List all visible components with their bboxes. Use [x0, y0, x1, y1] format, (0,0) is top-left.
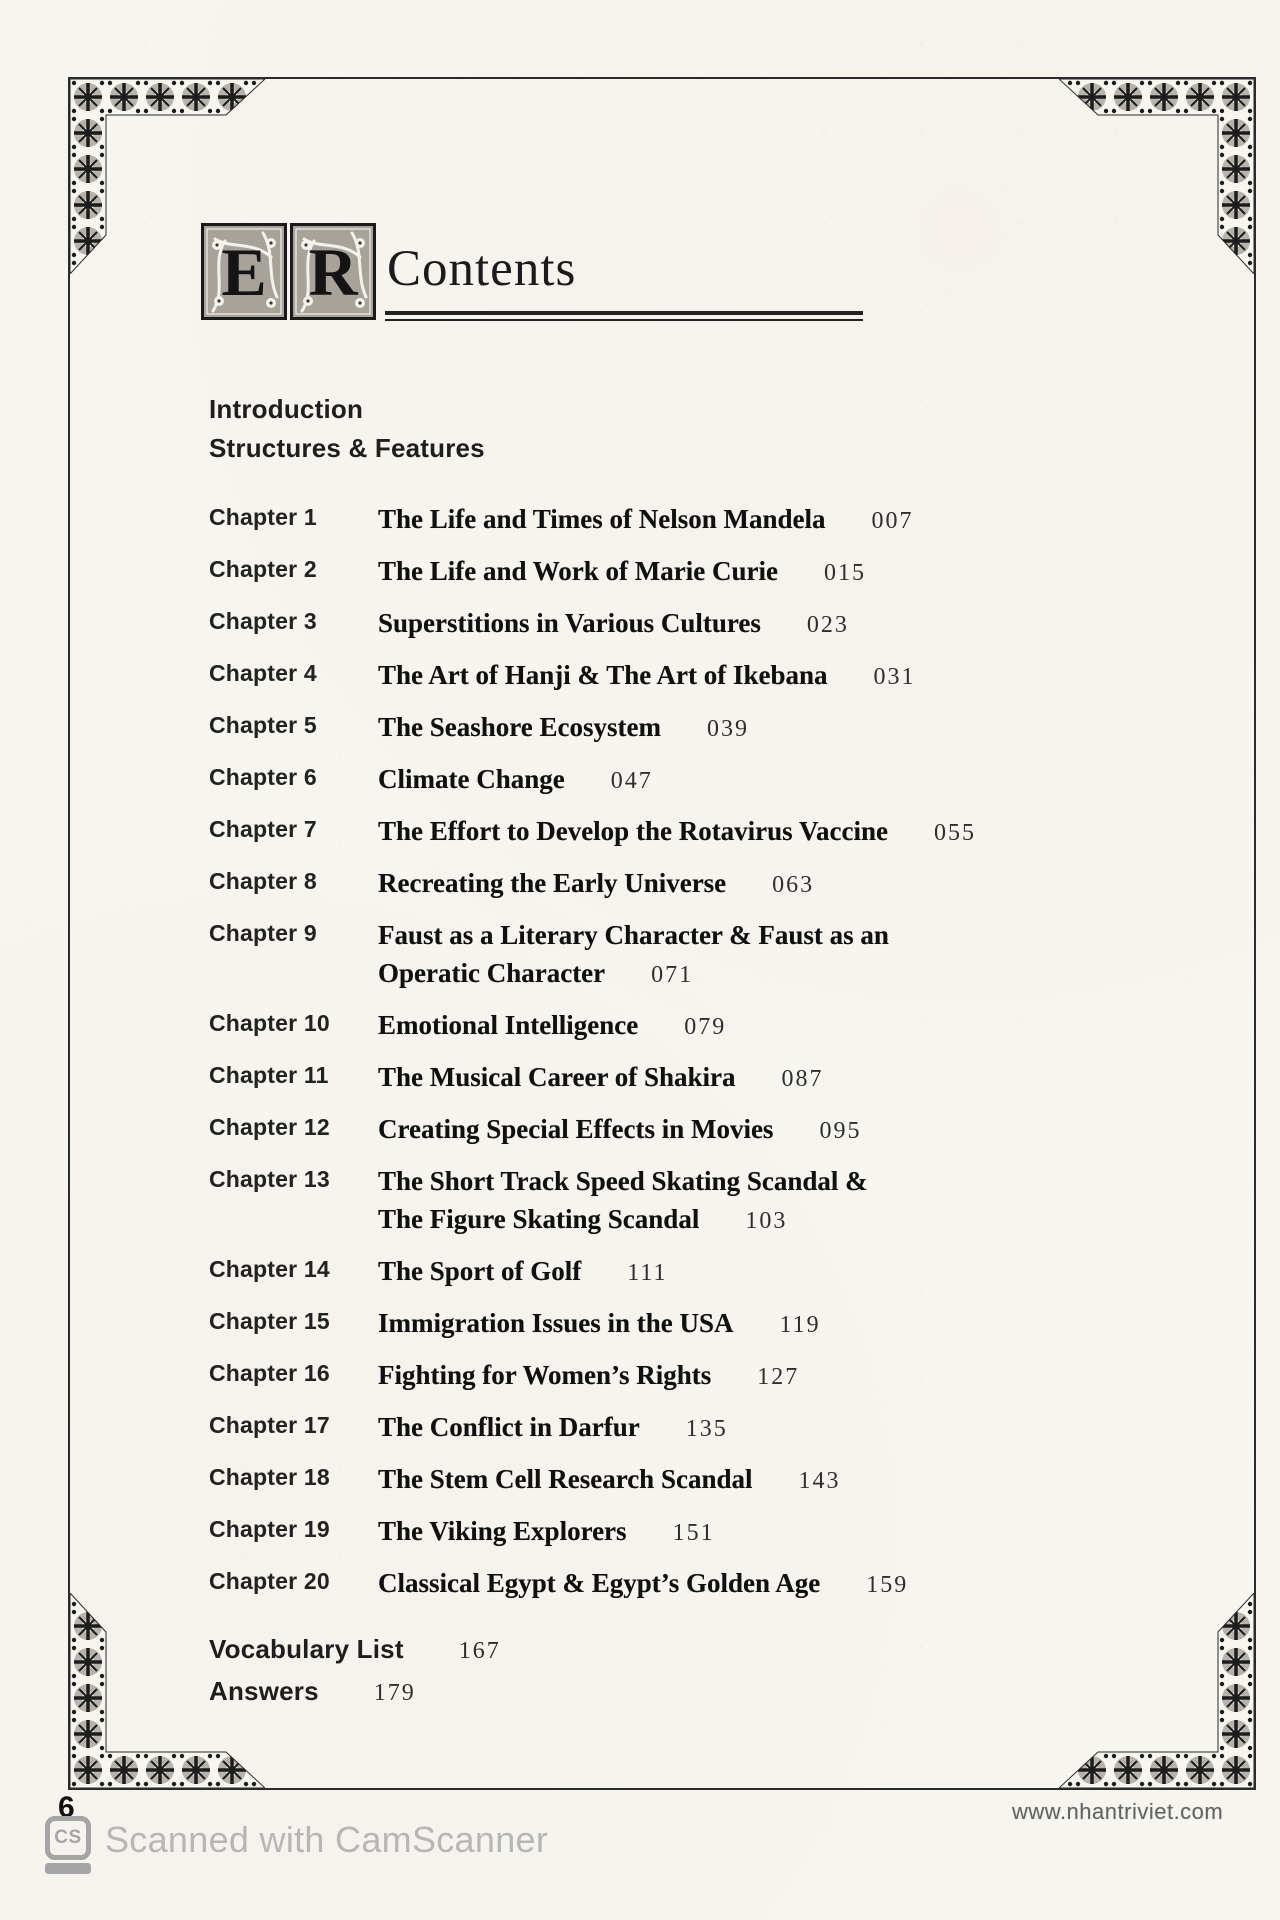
toc-row	[209, 1564, 1169, 1616]
chapter-label: Chapter 3	[209, 608, 317, 634]
chapter-page-number: 135	[685, 1416, 728, 1442]
vocabulary-list-label: Vocabulary List	[209, 1634, 404, 1664]
chapter-label: Chapter 6	[209, 764, 317, 790]
chapter-page-number: 039	[707, 716, 749, 742]
toc-row	[209, 760, 1169, 812]
folio-page-number: 6	[58, 1791, 75, 1824]
chapter-page-number: 159	[866, 1572, 909, 1598]
toc-row	[209, 1058, 1169, 1110]
corner-ornament-icon	[1059, 1593, 1254, 1788]
chapter-label: Chapter 15	[209, 1308, 330, 1334]
chapter-label: Chapter 2	[209, 556, 317, 582]
extras-section	[209, 1634, 501, 1718]
toc-row	[209, 1110, 1169, 1162]
chapter-title: The Art of Hanji & The Art of Ikebana 031	[378, 660, 916, 690]
toc-row	[209, 812, 1169, 864]
cs-logo-icon: CS	[45, 1816, 91, 1874]
chapter-label: Chapter 5	[209, 712, 317, 738]
toc-row	[209, 1356, 1169, 1408]
toc-row	[209, 1252, 1169, 1304]
toc-row	[209, 1512, 1169, 1564]
chapter-label: Chapter 10	[209, 1010, 330, 1036]
chapter-title: The Seashore Ecosystem 039	[378, 712, 749, 742]
intro-line-structures: Structures & Features	[209, 433, 485, 463]
chapter-page-number: 071	[651, 962, 694, 988]
toc-row	[209, 552, 1169, 604]
toc-row	[209, 1304, 1169, 1356]
chapter-label: Chapter 1	[209, 504, 317, 530]
toc-row	[209, 656, 1169, 708]
chapter-label: Chapter 11	[209, 1062, 329, 1088]
chapter-page-number: 151	[672, 1520, 715, 1546]
chapter-label: Chapter 13	[209, 1166, 330, 1192]
chapter-title: The Life and Work of Marie Curie 015	[378, 556, 866, 586]
toc-row	[209, 1634, 501, 1676]
chapter-title: The Effort to Develop the Rotavirus Vaccine 055	[378, 816, 976, 846]
chapter-page-number: 079	[684, 1014, 727, 1040]
toc-row	[209, 864, 1169, 916]
intro-line-introduction: Introduction	[209, 394, 364, 424]
toc-row	[209, 1162, 1169, 1252]
chapter-label: Chapter 7	[209, 816, 317, 842]
chapter-title: The Life and Times of Nelson Mandela 007	[378, 504, 914, 534]
chapter-title: The Viking Explorers 151	[378, 1516, 715, 1546]
toc-row	[209, 500, 1169, 552]
chapter-title: Climate Change 047	[378, 764, 653, 794]
toc-row	[209, 916, 1169, 1006]
chapter-label: Chapter 16	[209, 1360, 330, 1386]
chapter-label: Chapter 4	[209, 660, 317, 686]
title-underline	[385, 311, 863, 321]
toc-row	[209, 604, 1169, 656]
chapter-page-number: 111	[627, 1260, 668, 1286]
chapter-title: The Conflict in Darfur 135	[378, 1412, 728, 1442]
chapter-title: Fighting for Women’s Rights 127	[378, 1360, 800, 1390]
publisher-website: www.nhantriviet.com	[1012, 1799, 1224, 1824]
vocabulary-list-page: 167	[458, 1638, 501, 1664]
chapter-page-number: 015	[823, 560, 866, 586]
toc-row	[209, 1006, 1169, 1058]
chapter-page-number: 095	[819, 1118, 862, 1144]
camscanner-watermark	[45, 1816, 548, 1874]
chapter-title: Recreating the Early Universe 063	[378, 868, 815, 898]
chapter-page-number: 103	[745, 1208, 788, 1234]
toc-row	[209, 1408, 1169, 1460]
chapter-page-number: 007	[871, 508, 914, 534]
chapter-page-number: 063	[772, 872, 815, 898]
chapter-title: Superstitions in Various Cultures 023	[378, 608, 849, 638]
chapter-label: Chapter 19	[209, 1516, 330, 1542]
decorative-initial-r	[290, 223, 376, 320]
chapter-title: The Sport of Golf 111	[378, 1256, 668, 1286]
toc-row	[209, 1460, 1169, 1512]
chapter-label: Chapter 17	[209, 1412, 330, 1438]
chapter-title: The Short Track Speed Skating Scandal & The Figure Skating Scandal 103	[378, 1166, 868, 1234]
chapter-title: Immigration Issues in the USA 119	[378, 1308, 821, 1338]
toc-row	[209, 708, 1169, 760]
chapter-label: Chapter 8	[209, 868, 317, 894]
chapter-label: Chapter 9	[209, 920, 317, 946]
decorative-initial-e	[201, 223, 287, 320]
chapter-label: Chapter 12	[209, 1114, 330, 1140]
chapter-page-number: 055	[933, 820, 976, 846]
chapter-label: Chapter 20	[209, 1568, 330, 1594]
table-of-contents	[209, 500, 1169, 1616]
chapter-title: Classical Egypt & Egypt’s Golden Age 159	[378, 1568, 909, 1598]
chapter-page-number: 047	[610, 768, 653, 794]
chapter-page-number: 127	[757, 1364, 800, 1390]
camscanner-watermark-text: Scanned with CamScanner	[105, 1819, 549, 1860]
toc-row	[209, 1676, 501, 1718]
chapter-title: The Musical Career of Shakira 087	[378, 1062, 824, 1092]
svg-text:E: E	[221, 234, 267, 310]
chapter-title: Emotional Intelligence 079	[378, 1010, 727, 1040]
chapter-title: Creating Special Effects in Movies 095	[378, 1114, 862, 1144]
chapter-page-number: 143	[798, 1468, 841, 1494]
chapter-label: Chapter 18	[209, 1464, 330, 1490]
page-title: Contents	[387, 241, 577, 297]
corner-ornament-icon	[1059, 79, 1254, 274]
answers-page: 179	[373, 1680, 416, 1706]
chapter-title: The Stem Cell Research Scandal 143	[378, 1464, 841, 1494]
answers-label: Answers	[209, 1676, 319, 1706]
chapter-page-number: 031	[873, 664, 916, 690]
intro-section	[209, 390, 485, 468]
svg-text:R: R	[308, 234, 358, 310]
chapter-page-number: 119	[779, 1312, 821, 1338]
chapter-label: Chapter 14	[209, 1256, 330, 1282]
chapter-page-number: 023	[806, 612, 849, 638]
chapter-page-number: 087	[781, 1066, 824, 1092]
chapter-title: Faust as a Literary Character & Faust as an Operatic Character 071	[378, 920, 889, 988]
